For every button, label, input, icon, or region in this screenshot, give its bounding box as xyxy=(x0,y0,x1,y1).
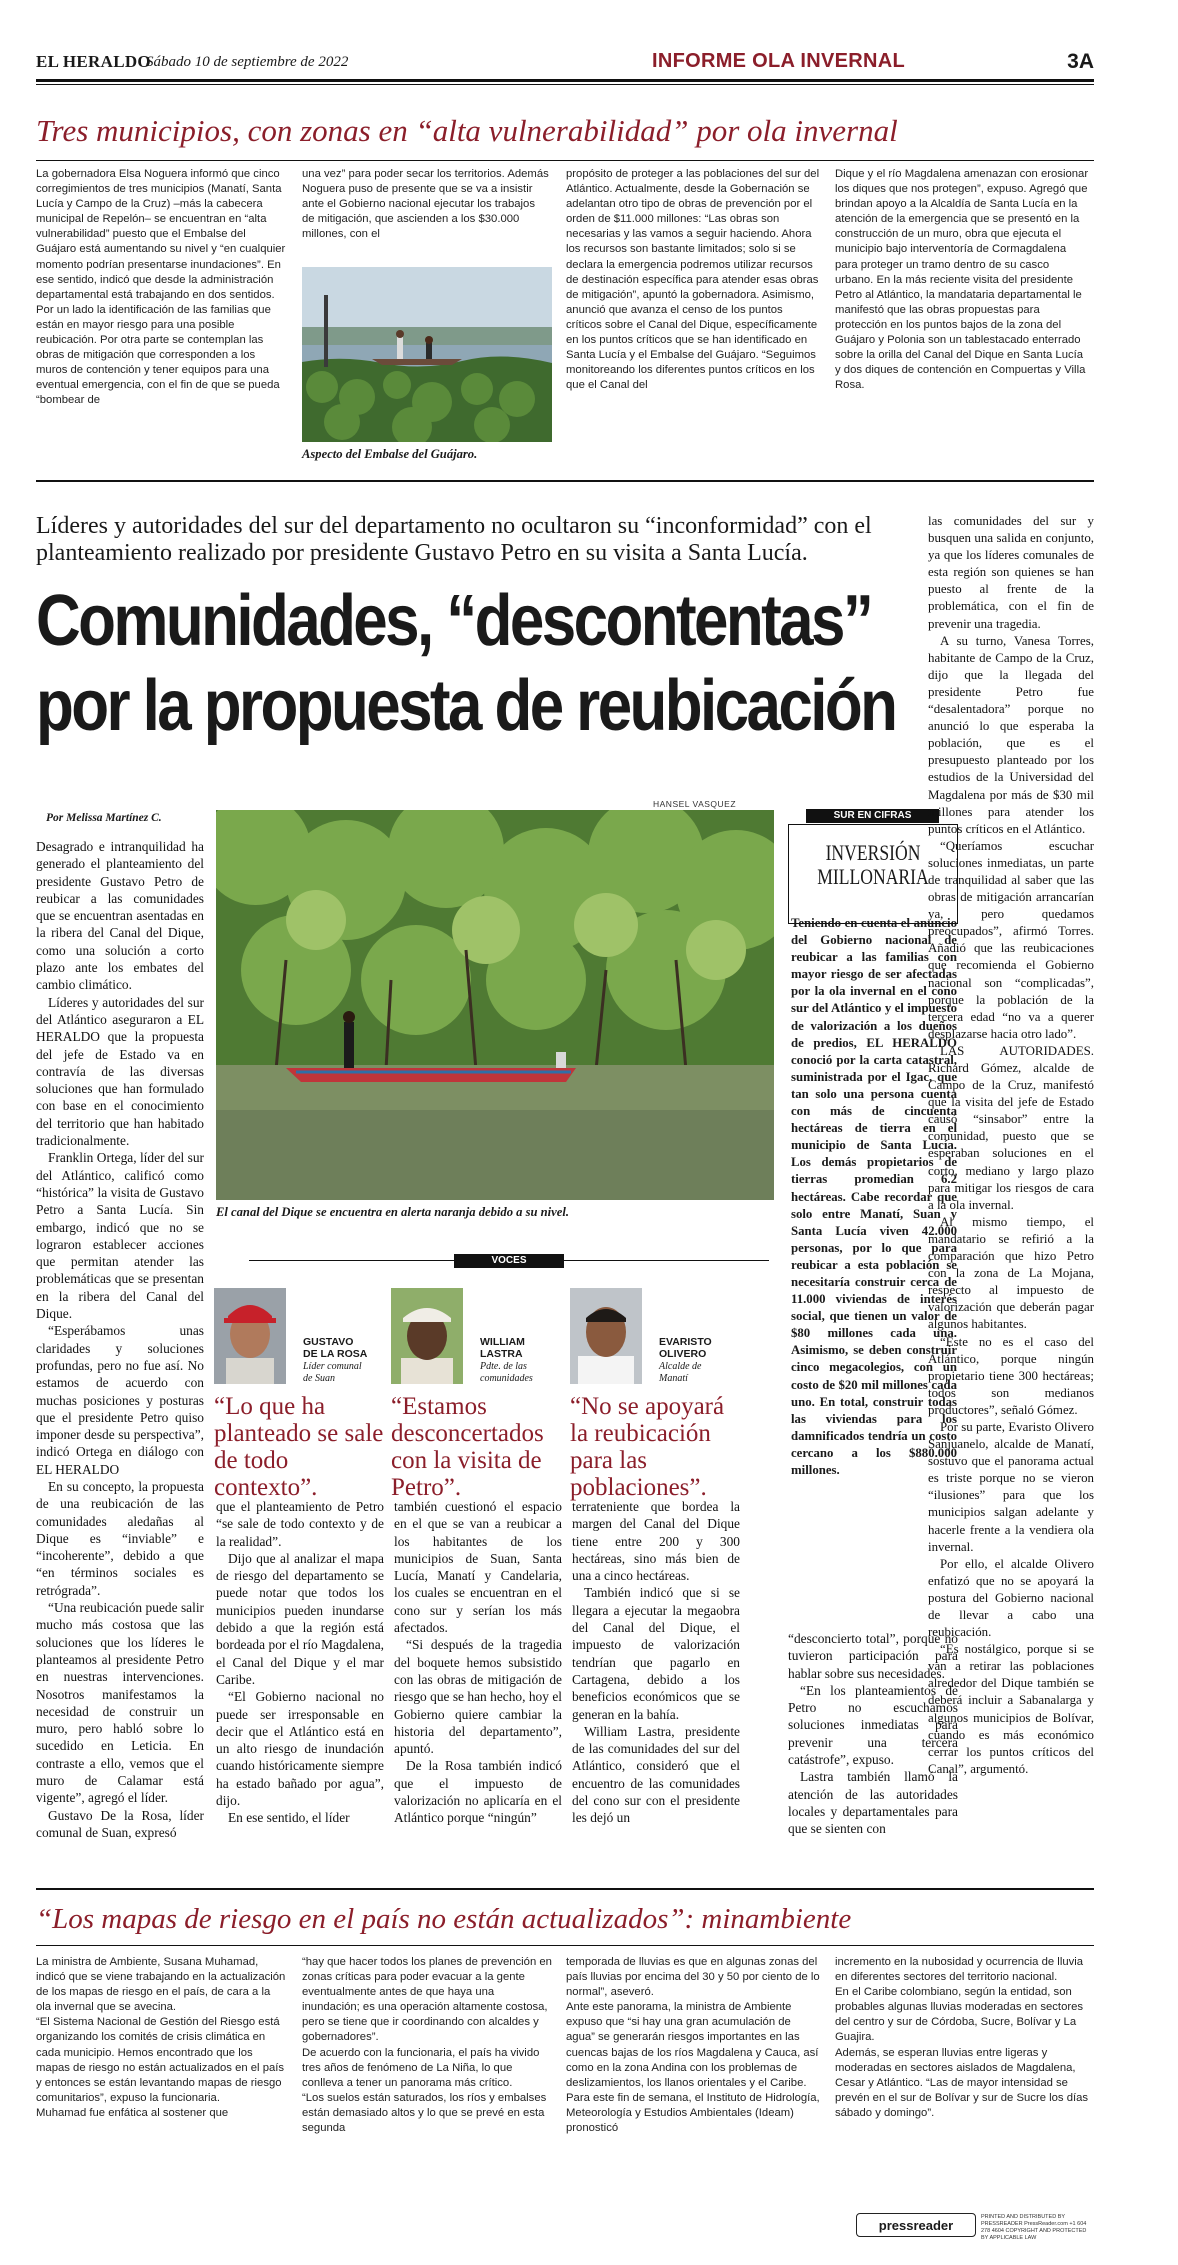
top-story-col-1 xyxy=(36,167,289,409)
voz-2-role-1: Pdte. de las xyxy=(480,1361,527,1372)
voz-3-name-2: OLIVERO xyxy=(659,1348,707,1360)
main-b1-p2: “El Gobierno nacional no puede ser irresponsable en decir que el Atlántico está en un alto riesgo de inundación cuando históricamente siempre ha estado bañado por agua”, dijo. xyxy=(216,1689,384,1809)
main-b4-p2: Lastra también llamó la atención de las autoridades locales y departamentales para que se sienten con xyxy=(788,1769,958,1837)
paper-name: EL HERALDO xyxy=(36,52,151,71)
embalse-image xyxy=(302,267,552,442)
main-col-b1 xyxy=(216,1498,384,1827)
page-number: 3A xyxy=(1067,50,1094,73)
main-right-p2: “Queríamos escuchar soluciones inmediatas, un parte de tranquilidad al saber que las obras de mitigación arrancarían ya, pero quedamos preocupados”, afirmó Torres. Añadió que las reubicaciones que recomienda el Gobierno nacional son “complicadas”, porque la población de la tercera edad “no va a querer desplazarse hacia otro lado”. xyxy=(928,838,1094,1041)
main-b2-p1: “Si después de la tragedia del boquete hemos subsistido con las obras de mitigación de riesgo que se han hecho, hoy el Gobierno quiere cambiar la historia del departamento”, apuntó. xyxy=(394,1637,562,1757)
main-col-left xyxy=(36,838,204,1841)
pressreader-logo: pressreader xyxy=(856,2213,976,2237)
main-right-p6: Por su parte, Evaristo Olivero Sanjuanelo, alcalde de Manatí, sostuvo que el panorama actual es triste porque no se vieron “ilusiones” para que los municipios salgan adelante y hacerle frente a la vendiera ola invernal. xyxy=(928,1419,1094,1554)
voz-3-name-1: EVARISTO xyxy=(659,1336,712,1348)
main-b3-p0: terrateniente que bordea la margen del Canal del Dique tiene entre 200 y 300 hectáreas, sino más bien de una a cinco hectáreas. xyxy=(572,1499,740,1584)
main-headline-line-2: por la propuesta de reubicación xyxy=(36,666,896,746)
voz-2-name xyxy=(480,1336,525,1360)
main-b3-p2: William Lastra, presidente de las comunidades del sur del Atlántico, consideró que el encuentro de las comunidades del cono sur con el presidente les dejó un xyxy=(572,1723,740,1826)
embalse-caption: Aspecto del Embalse del Guájaro. xyxy=(302,447,478,461)
voz-2-role-2: comunidades xyxy=(480,1372,533,1384)
bottom-col-2: “hay que hacer todos los planes de prevención en zonas críticas para poder evacuar a la gente eventualmente antes de que haya una inundación; es una operación altamente costosa, pero se tiene que ir coordinando con alcaldes y gobernadores”. De acuerdo con la funcionaria, el país ha vivido tres años de fenómeno de La Niña, lo que conlleva a tener un panorama más crítico. “Los suelos están saturados, los ríos y embalses están demasiado altos y lo que se prevé en esta segunda xyxy=(302,1956,552,2135)
main-left-p1: Líderes y autoridades del sur del Atlántico aseguraron a EL HERALDO que la propuesta del jefe de Estado va en contravía de las diversas soluciones que han formulado con base en el conocimiento del territorio que han habitado tradicionalmente. xyxy=(36,994,204,1149)
section-title: INFORME OLA INVERNAL xyxy=(652,50,906,72)
main-right-p7: Por ello, el alcalde Olivero enfatizó que no se apoyará la postura del Gobierno nacional de llevar a cabo una reubicación. xyxy=(928,1556,1094,1640)
voz-1-name-1: GUSTAVO xyxy=(303,1336,354,1348)
header-rule xyxy=(36,79,1094,82)
voz-1-role xyxy=(303,1361,362,1384)
voz-2-quote: “Estamos desconcertados con la visita de Petro”. xyxy=(391,1393,544,1501)
bottom-section-rule xyxy=(36,1888,1094,1890)
main-left-p6: Gustavo De la Rosa, líder comunal de Suan, expresó xyxy=(36,1807,204,1840)
top-col4-text: Dique y el río Magdalena amenazan con erosionar los diques que nos protegen”, expuso. Agregó que brindan apoyo a la Alcaldía de Santa Lucía en la atención de la emergencia que se presentó en la construcción de un muro, obra que ejecuta el municipio bajo interventoría de Cormagdalena para proteger un tramo dentro de su casco urbano. En la más reciente visita del presidente Petro al Atlántico, la mandataria departamental le manifestó que las obras propuestas para protección en los puntos bajos de la zona del Guájaro y Polonia son un tablestacado enterrado sobre la orilla del Canal del Dique en Santa Lucía y dos diques de contención en Compuertas y Villa Rosa. xyxy=(835,168,1089,392)
voz-1-quote: “Lo que ha planteado se sale de todo contexto”. xyxy=(214,1393,384,1501)
avatar-gustavo xyxy=(214,1288,286,1384)
voz-1-role-1: Líder comunal xyxy=(303,1361,362,1372)
voz-2-role xyxy=(480,1361,533,1384)
main-b2-p2: De la Rosa también indicó que el impuesto de valorización no aplicaría en el Atlántico porque “ningún” xyxy=(394,1758,562,1826)
newspaper-page xyxy=(36,0,1094,2265)
top-story-rule xyxy=(36,160,1094,161)
byline: Por Melissa Martínez C. xyxy=(46,812,162,824)
cifras-title: INVERSIÓN MILLONARIA xyxy=(817,840,929,889)
main-right-p5: “Este no es el caso del Atlántico, porque ningún propietario tiene 300 hectáreas; todos son medianos productores”, señaló Gómez. xyxy=(928,1334,1094,1417)
main-right-p0: las comunidades del sur y busquen una salida en conjunto, ya que los líderes comunales de esta región son quienes se han puesto al frente de la problemática, con el fin de prevenir una tragedia. xyxy=(928,514,1094,631)
top-col1-text: La gobernadora Elsa Noguera informó que cinco corregimientos de tres municipios (Manatí, Santa Lucía y Campo de la Cruz) –más la cabecera municipal de Repelón– se encuentran en “alta vulnerabilidad” puesto que el Embalse del Guájaro está aumentando su nivel y “en cualquier momento podrían presentarse inundaciones”. En ese sentido, indicó que desde la administración departamental está trabajando en dos sentidos. Por un lado la identificación de las familias que están en mayor riesgo para una posible reubicación. Por otra parte se contemplan las obras de mitigación que corresponden a los muros de contención y tener equipos para una eventual emergencia, con el fin de que se pueda “bombear de xyxy=(36,168,286,407)
canal-photo xyxy=(216,810,774,1200)
main-b1-p3: En ese sentido, el líder xyxy=(228,1810,350,1826)
main-headline-line-1: Comunidades, “descontentas” xyxy=(36,581,872,661)
voces-tag: VOCES xyxy=(454,1254,564,1268)
top-col3-text: propósito de proteger a las poblaciones del sur del Atlántico. Actualmente, desde la Gobernación se adelantan otro tipo de obras de prevención por el orden de $11.000 millones: “Las obras son necesarias y las vamos a seguir haciendo. Ahora los recursos son bastante limitados; solo si se declara la emergencia podremos utilizar recursos de destinación específica para atender esas obras de mitigación”, apuntó la gobernadora. Asimismo, anunció que avanza el censo de los puntos críticos sobre el Canal del Dique, específicamente en los puntos críticos que se han identificado en Santa Lucía y el Embalse del Guájaro. “Seguimos monitoreando los diferentes puntos críticos en los que el Canal del xyxy=(566,168,820,392)
voz-1-name-2: DE LA ROSA xyxy=(303,1348,368,1360)
embalse-photo xyxy=(302,267,552,442)
main-left-p2: Franklin Ortega, líder del sur del Atlántico, calificó como “histórica” la visita de Gustavo Petro a Santa Lucía. Sin embargo, indicó que no se lograron establecer acciones que permitan atender las problemáticas que se presentan en la ribera del Canal del Dique. xyxy=(36,1150,204,1322)
bottom-col-1: La ministra de Ambiente, Susana Muhamad, indicó que se viene trabajando en la actualización de los mapas de riesgo en el país, de cara a la ola invernal que se avecina. “El Sistema Nacional de Gestión del Riesgo está organizando los comités de crisis climática en cada municipio. Hemos encontrado que los mapas de riesgo no están actualizados en el país y entonces se están levantando mapas de riesgo comunitarios”, expuso la funcionaria. Muhamad fue enfática al sostener que xyxy=(36,1956,286,2119)
bottom-headline-rule xyxy=(36,1945,1094,1946)
main-left-p5: “Una reubicación puede salir mucho más costosa que las soluciones que los líderes le planteamos al presidente Petro en nuestras intervenciones. Nosotros manifestamos la necesidad de construir un muro, pero habló sobre lo sucedido en Leticia. En contraste a ello, vemos que el muro de Calamar está vigente”, agregó el líder. xyxy=(36,1600,204,1806)
avatar-evaristo xyxy=(570,1288,642,1384)
page-header xyxy=(36,48,1094,74)
voz-3-quote: “No se apoyará la reubicación para las poblaciones”. xyxy=(570,1393,725,1501)
bottom-story-headline: “Los mapas de riesgo en el país no están actualizados”: minambiente xyxy=(36,1903,852,1935)
main-col-right xyxy=(928,513,1094,1778)
main-left-p4: En su concepto, la propuesta de una reubicación de las comunidades aledañas al Dique es “inviable” e “incoherente”, debido a que “en términos sociales es retrógrada”. xyxy=(36,1478,204,1598)
voz-1-role-2: de Suan xyxy=(303,1372,335,1384)
header-rule-thin xyxy=(36,84,1094,85)
top-story-col-3 xyxy=(566,167,820,393)
issue-date: Sábado 10 de septiembre de 2022 xyxy=(146,54,349,70)
main-b2-p0: también cuestionó el espacio en el que se van a reubicar a los habitantes de los municipios de Suan, Santa Lucía, Manatí y Candelaria, los cuales se encuentran en el cono sur y serían los más afectados. xyxy=(394,1499,562,1636)
pressreader-fineprint: PRINTED AND DISTRIBUTED BY PRESSREADER PressReader.com +1 604 278 4604 COPYRIGHT AND PROTECTED BY APPLICABLE LAW xyxy=(981,2214,1087,2241)
main-b1-p0: que el planteamiento de Petro “se sale de todo contexto y de la realidad”. xyxy=(216,1499,384,1549)
avatar-william xyxy=(391,1288,463,1384)
cifras-body: Teniendo en cuenta el anuncio del Gobierno nacional de reubicar a las familias con mayor riesgo de ser afectadas por la ola invernal en el cono sur del Atlántico y el impuesto de valorización a los dueños de predios, EL HERALDO conoció por la carta catastral, suministrada por el Igac, que tan solo una persona cuenta con más de cincuenta hectáreas de tierra en el municipio de Santa Lucía. Los demás propietarios de tierras promedian 6.2 hectáreas. Cabe recordar que solo entre Manatí, Suan y Santa Lucía viven 42.000 personas, por lo que para reubicar a esta población se necesitaría construir cerca de 11.000 viviendas de interés social, que tienen un valor de $80 millones cada una. Asimismo, se deben construir cinco megacolegios, con un costo de $20 mil millones cada uno. En total, construir todas las viviendas para los damnificados tendría un costo cercano a los $880.000 millones. xyxy=(791,916,957,1477)
bottom-col-3: temporada de lluvias es que en algunas zonas del país lluvias por encima del 30 y 50 por ciento de lo normal”, aseveró. Ante este panorama, la ministra de Ambiente expuso que “si hay una gran acumulación de agua” se generarán riesgos importantes en las cuencas bajas de los ríos Magdalena y Cauca, así como en la zona Andina con los problemas de deslizamientos, los llanos orientales y el Caribe. Para este fin de semana, el Instituto de Hidrología, Meteorología y Estudios Ambientales (Ideam) pronosticó xyxy=(566,1956,820,2135)
voz-3 xyxy=(570,1288,770,1501)
section-divider xyxy=(36,480,1094,482)
main-col-b3 xyxy=(572,1498,740,1827)
voz-3-name xyxy=(659,1336,712,1360)
canal-caption: El canal del Dique se encuentra en alerta naranja debido a su nivel. xyxy=(216,1205,569,1219)
canal-image xyxy=(216,810,774,1200)
main-b4-p1: “En los planteamientos de Petro no escuchamos soluciones inmediatas para prevenir una tercera catástrofe”, expuso. xyxy=(788,1682,958,1768)
main-right-p3: LAS AUTORIDADES. Richard Gómez, alcalde de Campo de la Cruz, manifestó que la visita del jefe de Estado causó “sinsabor” entre la comunidad, puesto que se esperaban soluciones en el corto, mediano y largo plazo para mitigar los riesgos de cara a la ola invernal. xyxy=(928,1043,1094,1212)
main-left-p3: “Esperábamos unas claridades y soluciones profundas, pero no fue así. No estamos de acuerdo con muchas posiciones y posturas que el presidente Petro quiso imponer desde su perspectiva”, indicó Ortega en diálogo con EL HERALDO xyxy=(36,1323,204,1477)
main-story-deck: Líderes y autoridades del sur del departamento no ocultaron su “inconformidad” con el planteamiento realizado por presidente Gustavo Petro en su visita a Santa Lucía. xyxy=(36,513,872,566)
main-right-p1: A su turno, Vanesa Torres, habitante de Campo de la Cruz, dijo que la llegada del presidente Petro fue “desalentadora” porque no anunció lo que esperaba la población, que es el presupuesto planteado por los estudios de la Universidad del Magdalena por más de $30 mil millones para atender los puntos críticos en el Atlántico. xyxy=(928,633,1094,836)
main-right-p8: “Es nostálgico, porque si se van a retirar las poblaciones alrededor del Dique también se deberá incluir a Sabanalarga y algunos municipios de Bolívar, cuando es más económico cerrar los puntos críticos del Canal”, argumentó. xyxy=(928,1642,1094,1776)
voz-3-role-2: Manatí xyxy=(659,1372,688,1384)
main-b1-p1: Dijo que al analizar el mapa de riesgo del departamento se puede notar que todos los municipios pueden inundarse debido a que la región está bordeada por el río Magdalena, el Canal del Dique y el mar Caribe. xyxy=(216,1550,384,1687)
top-story-col-2 xyxy=(302,167,550,242)
top-story-col-4 xyxy=(835,167,1090,393)
main-b4-p0: “desconcierto total”, porque no tuvieron participación para hablar sobre sus necesidades. xyxy=(788,1631,958,1681)
voz-2-name-1: WILLIAM xyxy=(480,1336,525,1348)
main-right-p4: Al mismo tiempo, el mandatario se refirió a la comparación que hizo Petro con la zona de La Mojana, respecto al impuesto de valorización que deberán pagar algunos habitantes. xyxy=(928,1214,1094,1332)
voz-2 xyxy=(391,1288,566,1501)
main-col-b2 xyxy=(394,1498,562,1827)
photo-credit: HANSEL VASQUEZ xyxy=(653,799,737,809)
cifras-tag: SUR EN CIFRAS xyxy=(806,809,939,823)
main-left-p0: Desagrado e intranquilidad ha generado el planteamiento del presidente Gustavo Petro de reubicar a las comunidades que se encuentran asentadas en la ribera del Canal del Dique, como una solución a corto plazo ante los embates del cambio climático. xyxy=(36,839,204,993)
voz-2-name-2: LASTRA xyxy=(480,1348,523,1360)
top-story-headline: Tres municipios, con zonas en “alta vulnerabilidad” por ola invernal xyxy=(36,113,898,148)
voz-1-name xyxy=(303,1336,367,1360)
bottom-col-4: incremento en la nubosidad y ocurrencia de lluvia en diferentes sectores del territorio nacional. En el Caribe colombiano, según la entidad, son probables algunas lluvias moderadas en sectores del centro y sur de Córdoba, Sucre, Bolívar y La Guajira. Además, se esperan lluvias entre ligeras y moderadas en sectores aislados de Magdalena, Cesar y Atlántico. “Las de mayor intensidad se prevén en el sur de Bolívar y sur de Sucre los días sábado y domingo”. xyxy=(835,1956,1089,2119)
top-col2-text: una vez” para poder secar los territorios. Además Noguera puso de presente que se va a insistir ante el Gobierno nacional ejecutar los trabajos de mitigación, que ascienden a los $30.000 millones, con el xyxy=(302,168,549,241)
main-b3-p1: También indicó que si se llegara a ejecutar la megaobra del Canal del Dique, el impuesto de valorización tendrían que pagarlo en Cartagena, debido a los beneficios económicos que se generan en la bahía. xyxy=(572,1585,740,1722)
voz-3-role xyxy=(659,1361,701,1384)
voz-1 xyxy=(214,1288,389,1501)
voz-3-role-1: Alcalde de xyxy=(659,1361,702,1372)
